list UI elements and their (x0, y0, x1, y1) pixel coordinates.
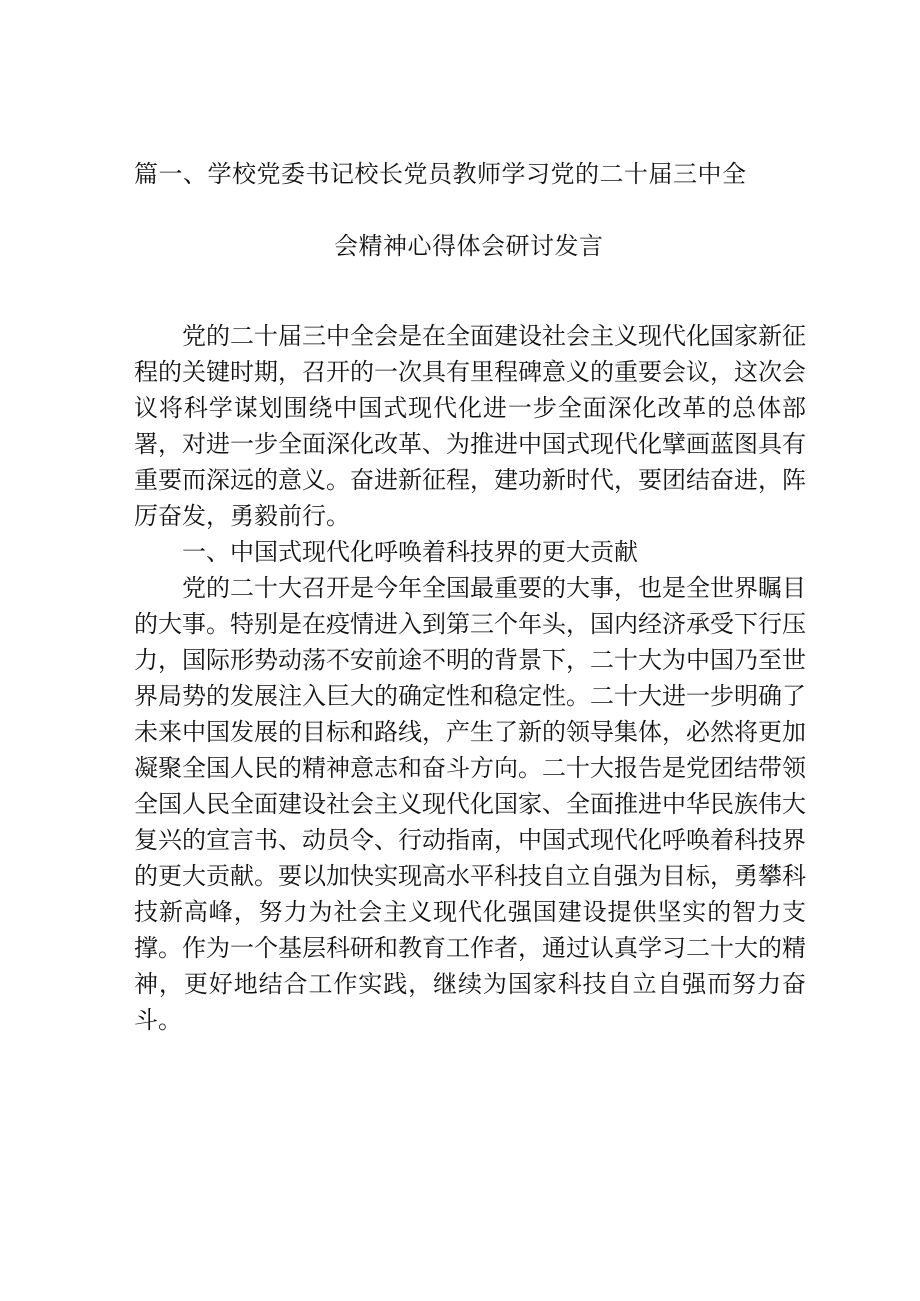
section-heading-1: 一、中国式现代化呼唤着科技界的更大贡献 (182, 538, 638, 566)
document-title-line-1: 篇一、学校党委书记校长党员教师学习党的二十届三中全 (134, 160, 747, 188)
paragraph-intro: 党的二十届三中全会是在全面建设社会主义现代化国家新征程的关键时期，召开的一次具有里程碑意义的重要会议，这次会议将科学谋划围绕中国式现代化进一步全面深化改革的总体部署，对进一步全面深化改革、为推进中国式现代化擘画蓝图具有重要而深远的意义。奋进新征程，建功新时代，要团结奋进，阵厉奋发，勇毅前行。 (134, 322, 806, 530)
document-title-line-2: 会精神心得体会研讨发言 (334, 232, 604, 260)
document-body (134, 318, 806, 1038)
paragraph-section-1: 党的二十大召开是今年全国最重要的大事，也是全世界瞩目的大事。特别是在疫情进入到第三个年头，国内经济承受下行压力，国际形势动荡不安前途不明的背景下，二十大为中国乃至世界局势的发展注入巨大的确定性和稳定性。二十大进一步明确了未来中国发展的目标和路线，产生了新的领导集体，必然将更加凝聚全国人民的精神意志和奋斗方向。二十大报告是党团结带领全国人民全面建设社会主义现代化国家、全面推进中华民族伟大复兴的宣言书、动员令、行动指南，中国式现代化呼唤着科技界的更大贡献。要以加快实现高水平科技自立自强为目标，勇攀科技新高峰，努力为社会主义现代化强国建设提供坚实的智力支撑。作为一个基层科研和教育工作者，通过认真学习二十大的精神，更好地结合工作实践，继续为国家科技自立自强而努力奋斗。 (134, 574, 806, 1034)
